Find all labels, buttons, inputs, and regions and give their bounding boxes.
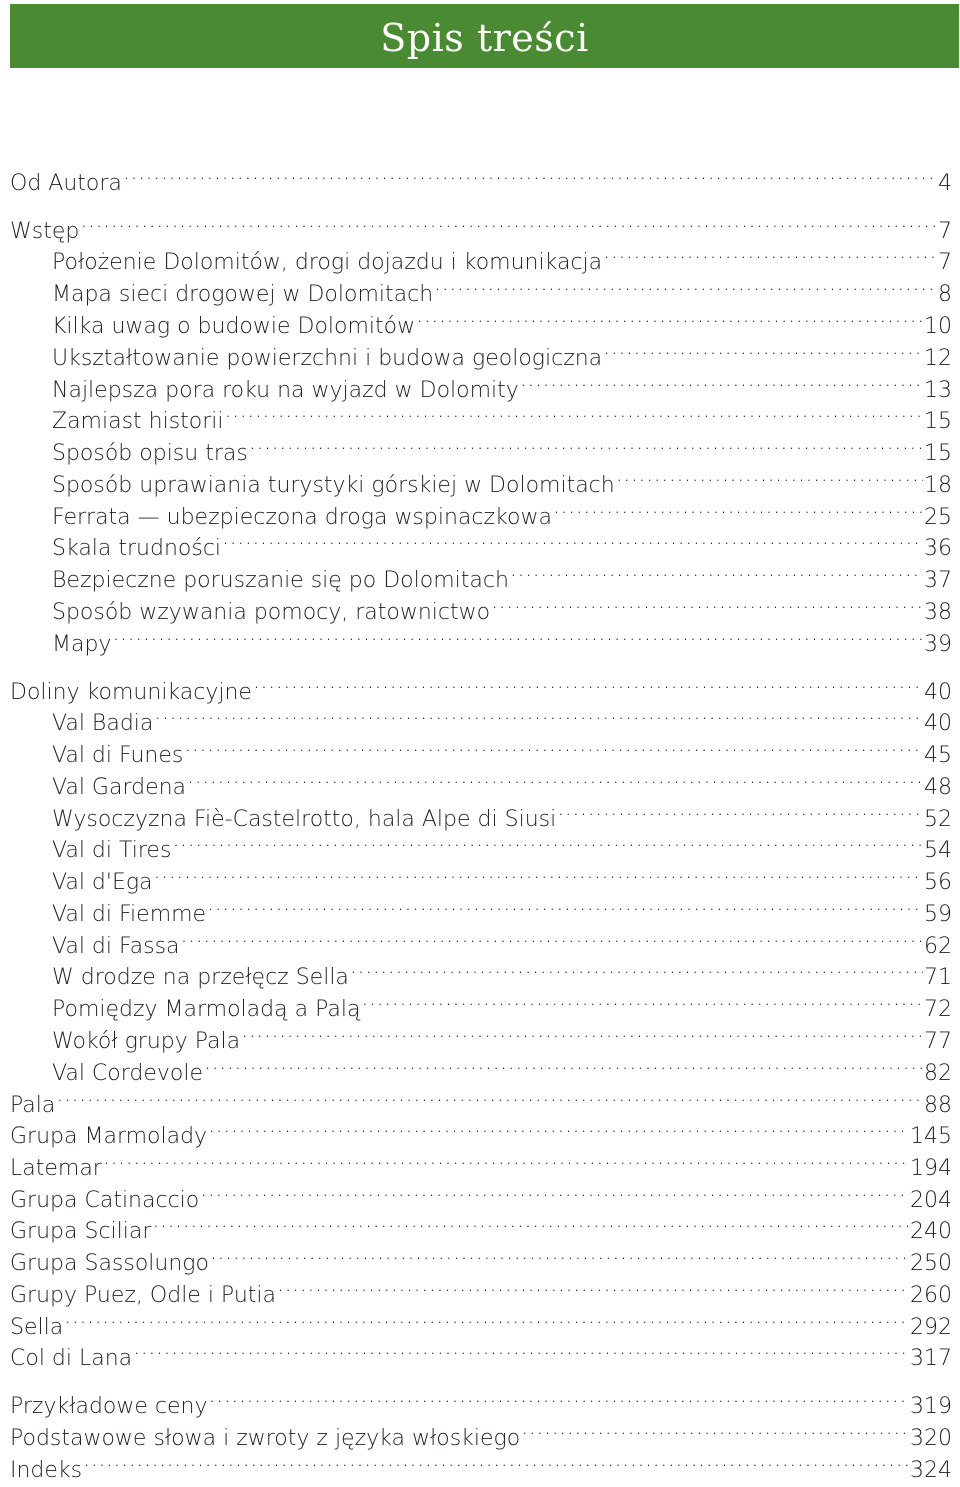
dot-leader — [603, 333, 923, 365]
toc-entry-label: Mapa sieci drogowej w Dolomitach — [52, 282, 434, 307]
toc-entry-label: Mapy — [52, 632, 112, 657]
toc-entry-page-number: 319 — [910, 1394, 952, 1419]
toc-entry-page-number: 40 — [924, 680, 952, 705]
dot-leader — [154, 857, 923, 889]
toc-entry[interactable] — [10, 158, 952, 196]
toc-entry-label: Doliny komunikacyjne — [10, 680, 252, 705]
toc-entry-label: Bezpieczne poruszanie się po Dolomitach — [52, 568, 509, 593]
toc-entry-page-number: 71 — [924, 965, 952, 990]
toc-entry[interactable] — [10, 984, 952, 1022]
toc-entry[interactable] — [10, 857, 952, 895]
toc-entry-label: Val di Fassa — [52, 934, 180, 959]
toc-entry-label: Grupa Marmolady — [10, 1124, 208, 1149]
toc-entry-label: Val di Funes — [52, 743, 184, 768]
dot-leader — [350, 952, 923, 984]
toc-entry-label: Val Gardena — [52, 775, 187, 800]
dot-leader — [241, 1016, 923, 1048]
toc-entry-page-number: 48 — [924, 775, 952, 800]
toc-entry-page-number: 62 — [924, 934, 952, 959]
toc-entry[interactable] — [10, 1175, 952, 1213]
toc-entry-label: Podstawowe słowa i zwroty z języka włoskiego — [10, 1426, 521, 1451]
toc-entry[interactable] — [10, 730, 952, 768]
toc-entry[interactable] — [10, 365, 952, 403]
toc-entry[interactable] — [10, 1143, 952, 1181]
toc-entry-label: Val di Tires — [52, 838, 172, 863]
dot-leader — [209, 1381, 909, 1413]
toc-entry-label: Grupa Catinaccio — [10, 1188, 200, 1213]
dot-leader — [184, 730, 923, 762]
toc-entry-label: Pala — [10, 1093, 56, 1118]
dot-leader — [204, 1048, 923, 1080]
dot-leader — [200, 1175, 909, 1207]
toc-entry-label: Grupa Sassolungo — [10, 1251, 209, 1276]
dot-leader — [208, 1111, 909, 1143]
dot-leader — [152, 1206, 909, 1238]
toc-entry-page-number: 59 — [924, 902, 952, 927]
dot-leader — [123, 158, 937, 190]
toc-entry-label: Zamiast historii — [52, 409, 224, 434]
toc-entry-label: Val di Fiemme — [52, 902, 207, 927]
toc-entry-page-number: 7 — [938, 250, 952, 275]
toc-entry[interactable] — [10, 1048, 952, 1086]
toc-entry-page-number: 240 — [910, 1219, 952, 1244]
dot-leader — [83, 1445, 909, 1477]
dot-leader — [361, 984, 923, 1016]
dot-leader — [253, 667, 923, 699]
toc-entry-page-number: 15 — [924, 409, 952, 434]
toc-entry-page-number: 4 — [938, 171, 952, 196]
dot-leader — [154, 698, 923, 730]
toc-entry-label: Od Autora — [10, 171, 122, 196]
toc-entry[interactable] — [10, 1206, 952, 1244]
toc-entry[interactable] — [10, 1080, 952, 1118]
toc-entry-page-number: 317 — [910, 1346, 952, 1371]
toc-entry-label: Ukształtowanie powierzchni i budowa geologiczna — [52, 346, 603, 371]
table-of-contents — [10, 0, 952, 1483]
toc-entry[interactable] — [10, 1302, 952, 1340]
toc-entry[interactable] — [10, 396, 952, 434]
toc-entry[interactable] — [10, 667, 952, 705]
toc-entry-label: Val Badia — [52, 711, 154, 736]
toc-entry-label: Val Cordevole — [52, 1061, 204, 1086]
toc-entry[interactable] — [10, 301, 952, 339]
dot-leader — [80, 206, 937, 238]
dot-leader — [434, 269, 937, 301]
toc-entry-label: Sposób opisu tras — [52, 441, 248, 466]
toc-entry[interactable] — [10, 206, 952, 244]
toc-entry[interactable] — [10, 555, 952, 593]
dot-leader — [416, 301, 923, 333]
toc-entry[interactable] — [10, 825, 952, 863]
toc-entry[interactable] — [10, 587, 952, 625]
toc-entry[interactable] — [10, 698, 952, 736]
toc-entry[interactable] — [10, 619, 952, 657]
toc-entry-label: Sposób wzywania pomocy, ratownictwo — [52, 600, 491, 625]
toc-entry-page-number: 145 — [910, 1124, 952, 1149]
dot-leader — [64, 1302, 909, 1334]
toc-entry[interactable] — [10, 952, 952, 990]
dot-leader — [187, 762, 923, 794]
toc-entry[interactable] — [10, 762, 952, 800]
toc-entry[interactable] — [10, 460, 952, 498]
toc-entry-page-number: 40 — [924, 711, 952, 736]
toc-entry[interactable] — [10, 333, 952, 371]
toc-entry-page-number: 36 — [924, 536, 952, 561]
toc-entry[interactable] — [10, 1381, 952, 1419]
toc-entry[interactable] — [10, 269, 952, 307]
toc-entry-label: W drodze na przełęcz Sella — [52, 965, 349, 990]
dot-leader — [181, 921, 923, 953]
dot-leader — [603, 237, 937, 269]
toc-entry-label: Kilka uwag o budowie Dolomitów — [52, 314, 416, 339]
toc-entry[interactable] — [10, 1270, 952, 1308]
dot-leader — [112, 619, 923, 651]
toc-entry-page-number: 13 — [924, 378, 952, 403]
toc-entry-page-number: 18 — [924, 473, 952, 498]
toc-entry-page-number: 25 — [924, 505, 952, 530]
toc-entry-label: Ferrata — ubezpieczona droga wspinaczkowa — [52, 505, 552, 530]
toc-entry-page-number: 72 — [924, 997, 952, 1022]
toc-entry-page-number: 15 — [924, 441, 952, 466]
toc-entry[interactable] — [10, 1016, 952, 1054]
dot-leader — [491, 587, 923, 619]
toc-entry-page-number: 39 — [924, 632, 952, 657]
toc-entry-page-number: 52 — [924, 807, 952, 832]
toc-entry-label: Skala trudności — [52, 536, 222, 561]
toc-entry-label: Grupy Puez, Odle i Putia — [10, 1283, 276, 1308]
dot-leader — [207, 889, 923, 921]
toc-entry[interactable] — [10, 1413, 952, 1451]
toc-entry-page-number: 204 — [910, 1188, 952, 1213]
dot-leader — [56, 1080, 923, 1112]
toc-entry[interactable] — [10, 523, 952, 561]
dot-leader — [210, 1238, 909, 1270]
dot-leader — [225, 396, 923, 428]
toc-entry-page-number: 260 — [910, 1283, 952, 1308]
toc-entry[interactable] — [10, 1333, 952, 1371]
toc-entry-label: Położenie Dolomitów, drogi dojazdu i komunikacja — [52, 250, 603, 275]
toc-entry-label: Sposób uprawiania turystyki górskiej w Dolomitach — [52, 473, 615, 498]
toc-entry-page-number: 250 — [910, 1251, 952, 1276]
toc-entry-page-number: 292 — [910, 1315, 952, 1340]
toc-entry[interactable] — [10, 921, 952, 959]
toc-entry-label: Sella — [10, 1315, 64, 1340]
dot-leader — [510, 555, 923, 587]
dot-leader — [249, 428, 923, 460]
toc-entry[interactable] — [10, 492, 952, 530]
toc-entry-page-number: 324 — [910, 1458, 952, 1483]
dot-leader — [133, 1333, 909, 1365]
toc-entry-page-number: 45 — [924, 743, 952, 768]
toc-entry-label: Wokół grupy Pala — [52, 1029, 241, 1054]
toc-entry-page-number: 54 — [924, 838, 952, 863]
toc-entry-label: Col di Lana — [10, 1346, 133, 1371]
dot-leader — [103, 1143, 909, 1175]
toc-entry-page-number: 56 — [924, 870, 952, 895]
dot-leader — [172, 825, 923, 857]
page-title: Spis treści — [380, 16, 589, 60]
toc-entry-label: Grupa Sciliar — [10, 1219, 152, 1244]
toc-entry-page-number: 8 — [938, 282, 952, 307]
toc-entry-page-number: 37 — [924, 568, 952, 593]
toc-entry-label: Przykładowe ceny — [10, 1394, 208, 1419]
toc-entry-page-number: 10 — [924, 314, 952, 339]
toc-entry[interactable] — [10, 428, 952, 466]
toc-entry[interactable] — [10, 1111, 952, 1149]
toc-entry-page-number: 77 — [924, 1029, 952, 1054]
dot-leader — [521, 1413, 909, 1445]
dot-leader — [616, 460, 923, 492]
toc-entry-page-number: 320 — [910, 1426, 952, 1451]
toc-entry-page-number: 82 — [924, 1061, 952, 1086]
toc-entry-page-number: 88 — [924, 1093, 952, 1118]
dot-leader — [553, 492, 923, 524]
toc-entry-label: Indeks — [10, 1458, 83, 1483]
toc-entry[interactable] — [10, 1445, 952, 1483]
toc-entry-label: Pomiędzy Marmoladą a Palą — [52, 997, 361, 1022]
dot-leader — [557, 794, 923, 826]
dot-leader — [222, 523, 923, 555]
toc-entry-label: Latemar — [10, 1156, 102, 1181]
toc-entry-page-number: 12 — [924, 346, 952, 371]
toc-entry[interactable] — [10, 237, 952, 275]
toc-entry-page-number: 38 — [924, 600, 952, 625]
dot-leader — [277, 1270, 909, 1302]
toc-entry-page-number: 194 — [910, 1156, 952, 1181]
toc-entry-label: Wysoczyzna Fiè-Castelrotto, hala Alpe di Siusi — [52, 807, 557, 832]
toc-entry-label: Najlepsza pora roku na wyjazd w Dolomity — [52, 378, 519, 403]
toc-entry[interactable] — [10, 889, 952, 927]
toc-entry[interactable] — [10, 794, 952, 832]
toc-entry-label: Val d'Ega — [52, 870, 153, 895]
dot-leader — [520, 365, 923, 397]
toc-entry-page-number: 7 — [938, 219, 952, 244]
toc-entry[interactable] — [10, 1238, 952, 1276]
toc-entry-label: Wstęp — [10, 219, 80, 244]
